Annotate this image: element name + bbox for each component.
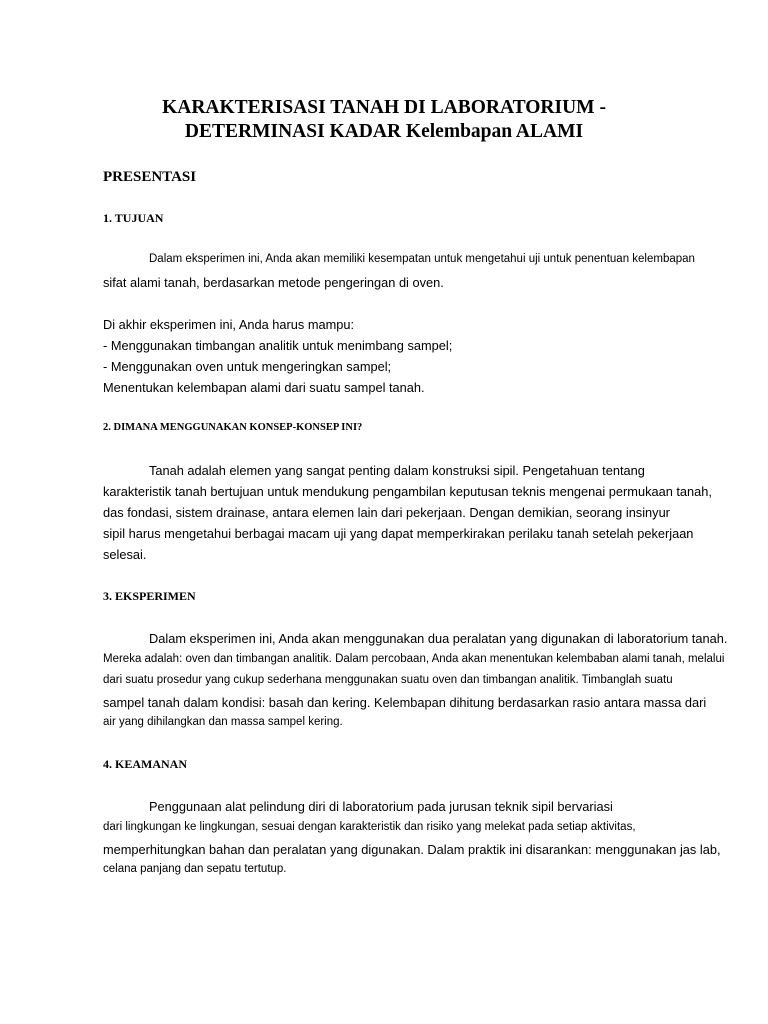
document-title-line-2: DETERMINASI KADAR Kelembapan ALAMI [184, 121, 584, 142]
paragraph-line: Tanah adalah elemen yang sangat penting dalam konstruksi sipil. Pengetahuan tentang [149, 463, 645, 478]
section-heading-keamanan: 4. KEAMANAN [103, 757, 187, 771]
paragraph-line: sifat alami tanah, berdasarkan metode pengeringan di oven. [103, 275, 444, 290]
section-heading-presentasi: PRESENTASI [103, 169, 197, 185]
paragraph-line: sampel tanah dalam kondisi: basah dan kering. Kelembapan dihitung berdasarkan rasio antara massa dari [103, 695, 707, 710]
paragraph-line: Dalam eksperimen ini, Anda akan menggunakan dua peralatan yang digunakan di laboratorium tanah. [149, 631, 728, 646]
paragraph-line: Penggunaan alat pelindung diri di laboratorium pada jurusan teknik sipil bervariasi [149, 799, 613, 814]
paragraph-line: das fondasi, sistem drainase, antara elemen lain dari pekerjaan. Dengan demikian, seorang insinyur [103, 505, 670, 520]
paragraph-line: sipil harus mengetahui berbagai macam uji yang dapat memperkirakan perilaku tanah setelah pekerjaan [103, 526, 694, 541]
paragraph-line: Menentukan kelembapan alami dari suatu sampel tanah. [103, 380, 425, 395]
section-heading-dimana: 2. DIMANA MENGGUNAKAN KONSEP-KONSEP INI? [103, 422, 363, 433]
paragraph-line: Mereka adalah: oven dan timbangan analitik. Dalam percobaan, Anda akan menentukan kelembaban alami tanah, melalui [103, 653, 725, 665]
list-item: - Menggunakan timbangan analitik untuk menimbang sampel; [103, 338, 453, 353]
section-heading-tujuan: 1. TUJUAN [103, 211, 164, 225]
document-title-line-1: KARAKTERISASI TANAH DI LABORATORIUM - [162, 97, 606, 118]
paragraph-line: celana panjang dan sepatu tertutup. [103, 863, 287, 875]
paragraph-line: dari suatu prosedur yang cukup sederhana menggunakan suatu oven dan timbangan analitik. Timbanglah suatu [103, 674, 673, 686]
paragraph-line: Dalam eksperimen ini, Anda akan memiliki kesempatan untuk mengetahui uji untuk penentuan kelembapan [149, 253, 695, 265]
paragraph-line: selesai. [103, 547, 147, 562]
section-heading-eksperimen: 3. EKSPERIMEN [103, 589, 196, 603]
paragraph-line: air yang dihilangkan dan massa sampel kering. [103, 716, 343, 728]
paragraph-line: memperhitungkan bahan dan peralatan yang digunakan. Dalam praktik ini disarankan: menggunakan jas lab, [103, 842, 721, 857]
paragraph-line: Di akhir eksperimen ini, Anda harus mampu: [103, 317, 355, 332]
paragraph-line: dari lingkungan ke lingkungan, sesuai dengan karakteristik dan risiko yang melekat pada setiap aktivitas, [103, 821, 636, 833]
list-item: - Menggunakan oven untuk mengeringkan sampel; [103, 359, 392, 374]
paragraph-line: karakteristik tanah bertujuan untuk mendukung pengambilan keputusan teknis mengenai permukaan tanah, [103, 484, 712, 499]
